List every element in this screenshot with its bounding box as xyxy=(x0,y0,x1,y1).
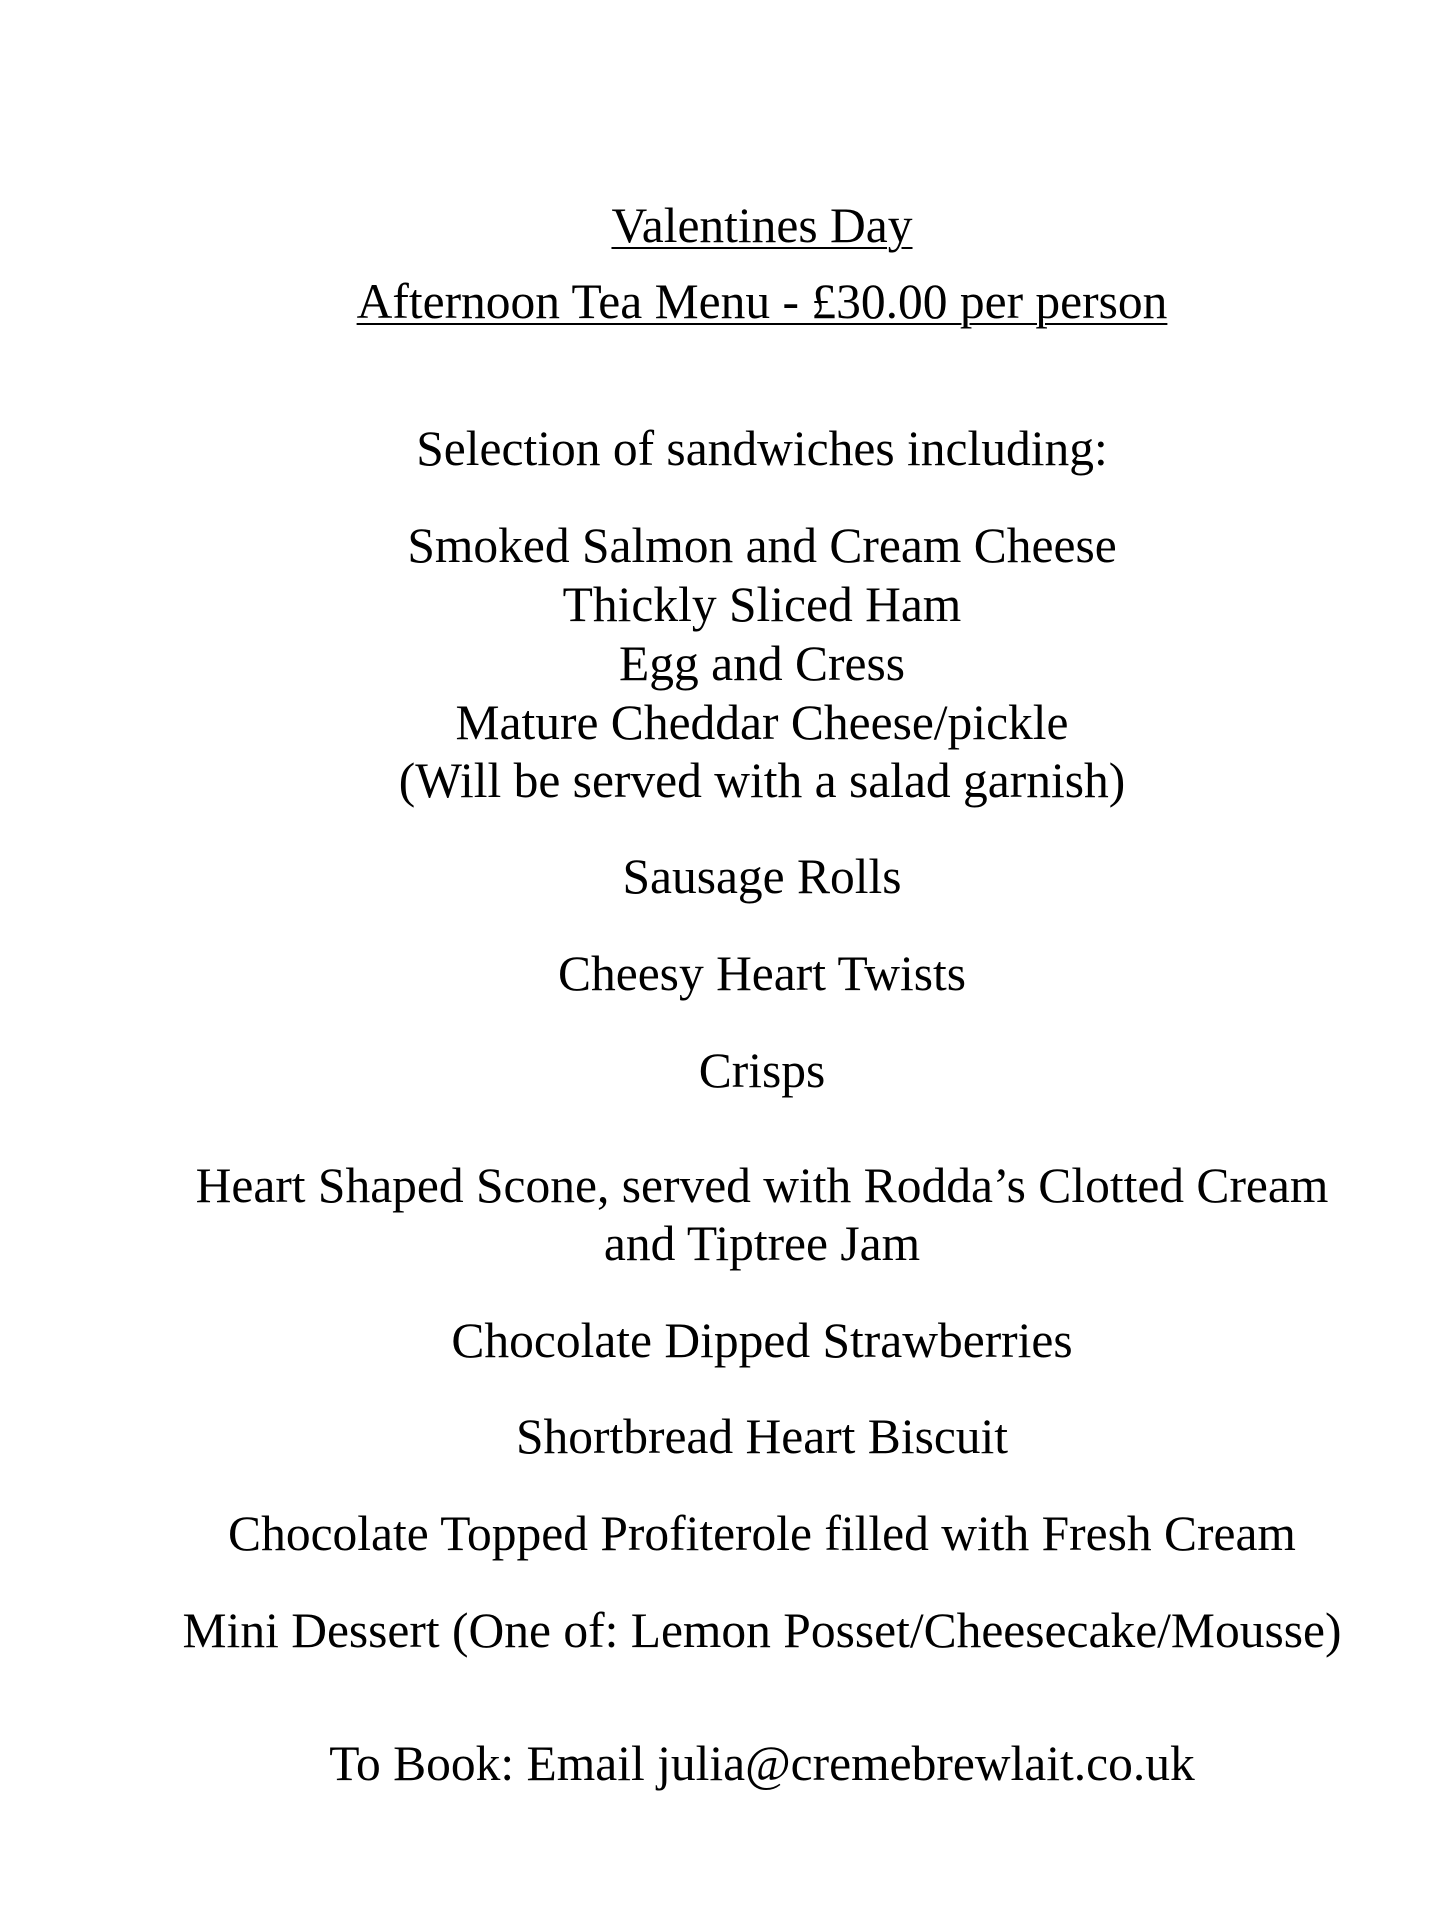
sweet-item: Chocolate Topped Profiterole filled with Fresh Cream xyxy=(228,1506,1296,1561)
scone-line-2: and Tiptree Jam xyxy=(603,1216,921,1271)
menu-subtitle-line xyxy=(0,272,1440,331)
sweet-item: Mini Dessert (One of: Lemon Posset/Cheesecake/Mousse) xyxy=(182,1603,1342,1658)
sandwiches-heading: Selection of sandwiches including: xyxy=(416,421,1108,476)
sandwich-item: Smoked Salmon and Cream Cheese xyxy=(407,518,1117,573)
booking-info: To Book: Email julia@cremebrewlait.co.uk xyxy=(329,1736,1195,1791)
sandwich-garnish-note: (Will be served with a salad garnish) xyxy=(398,753,1126,808)
scone-line-1: Heart Shaped Scone, served with Rodda’s Clotted Cream xyxy=(195,1158,1329,1213)
sweet-item: Shortbread Heart Biscuit xyxy=(515,1409,1009,1464)
menu-title: Valentines Day xyxy=(611,198,913,253)
savoury-item: Cheesy Heart Twists xyxy=(557,946,967,1001)
sandwich-item: Egg and Cress xyxy=(619,636,905,691)
savoury-item: Sausage Rolls xyxy=(622,849,902,904)
sandwich-item: Mature Cheddar Cheese/pickle xyxy=(455,695,1069,750)
sweet-item: Chocolate Dipped Strawberries xyxy=(451,1313,1073,1368)
sandwich-item: Thickly Sliced Ham xyxy=(562,577,962,632)
menu-subtitle-price: Afternoon Tea Menu - £30.00 per person xyxy=(356,274,1168,329)
savoury-item: Crisps xyxy=(698,1043,826,1098)
menu-title-line xyxy=(0,196,1440,255)
